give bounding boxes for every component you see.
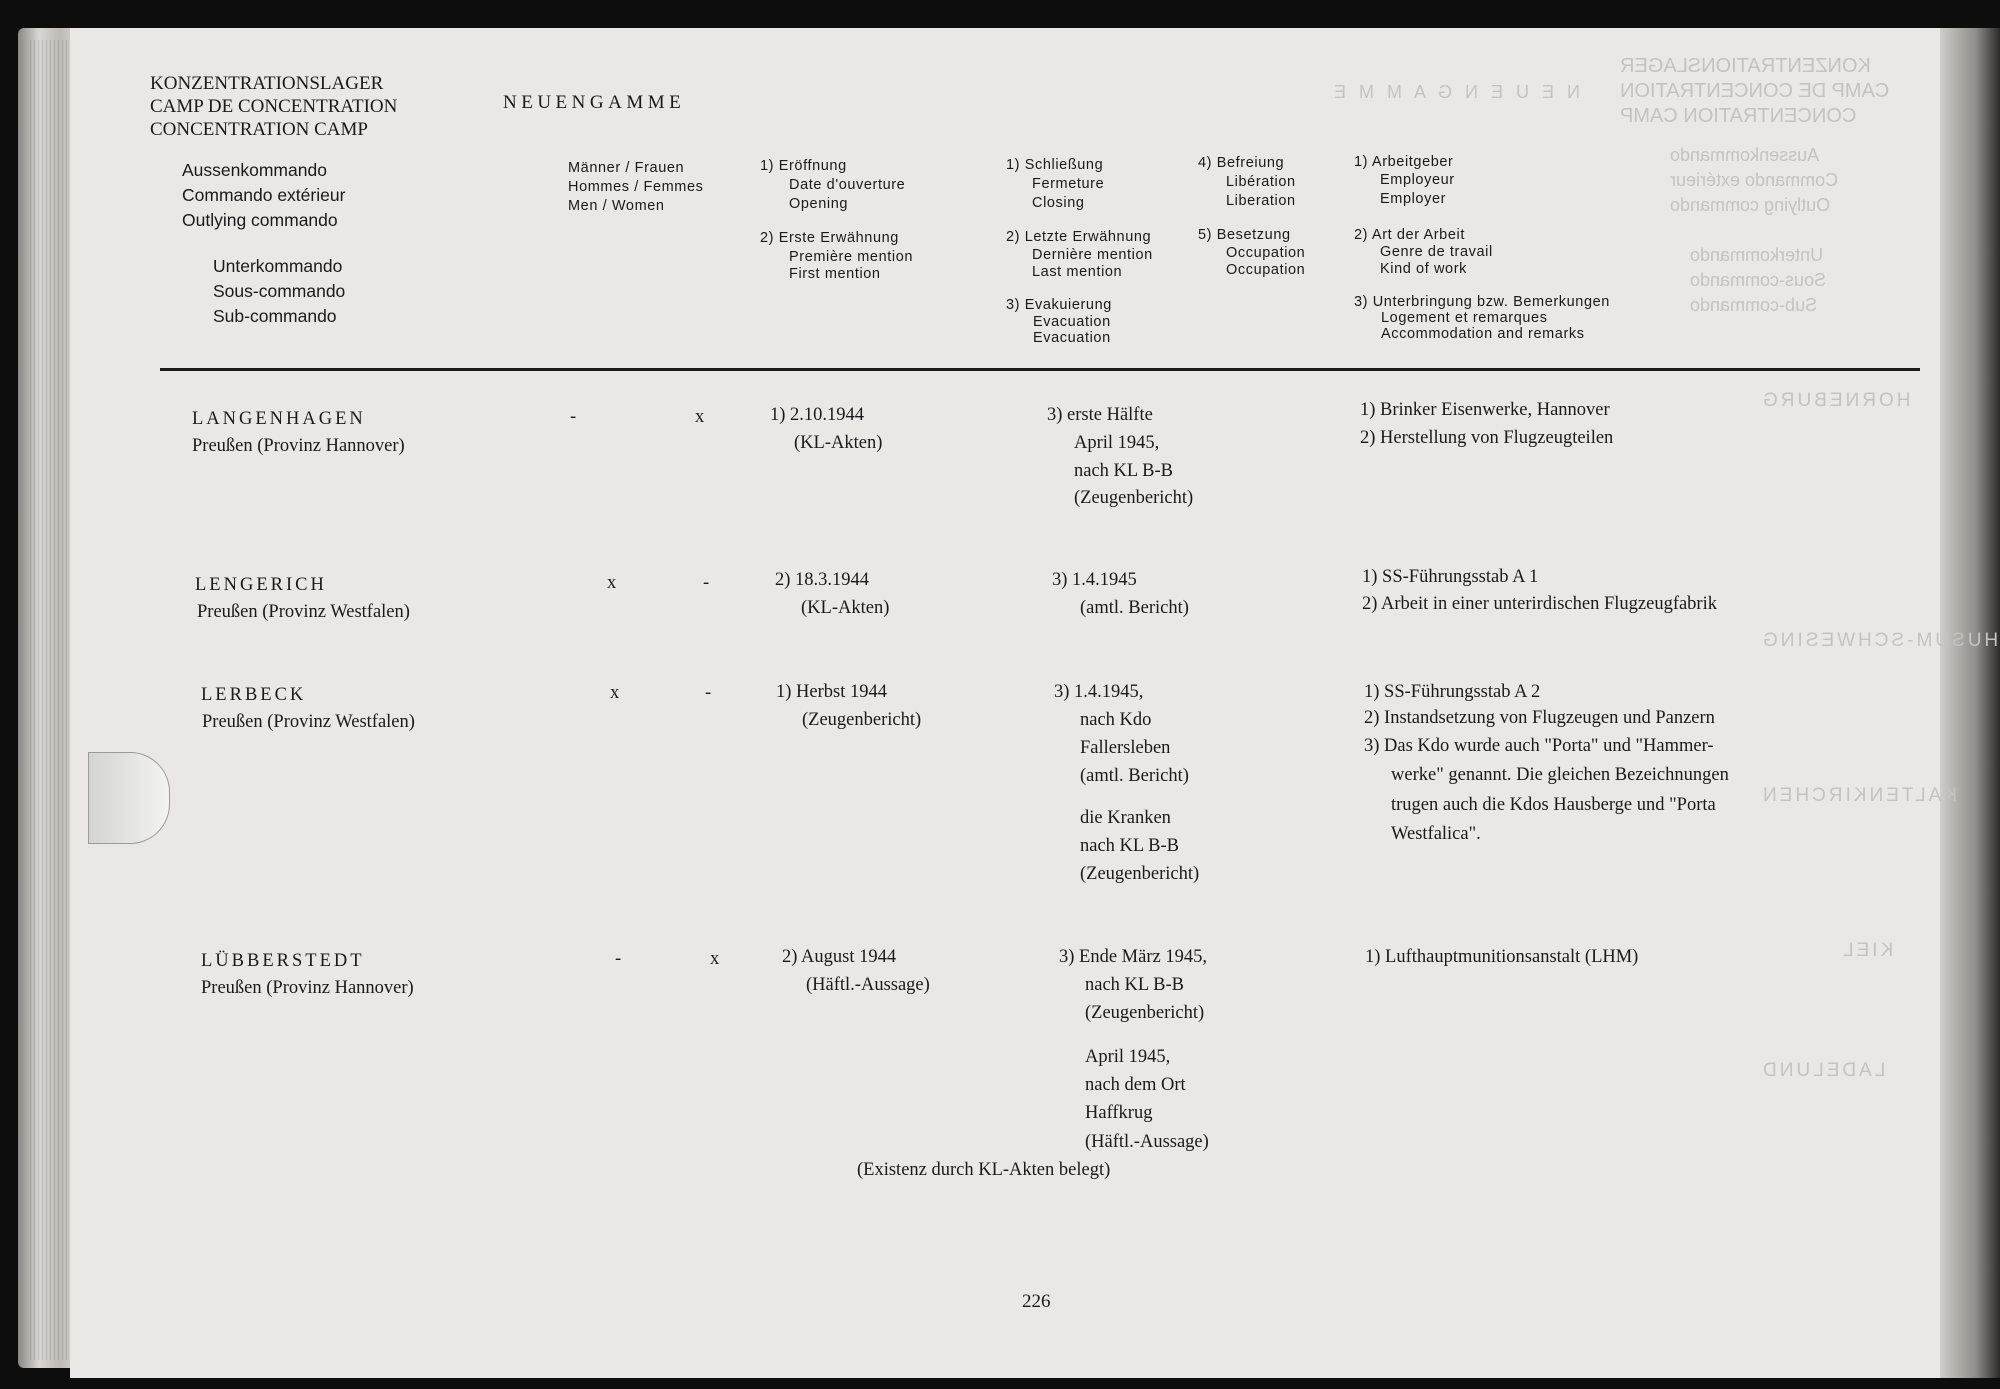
col-liberation-1: 4) Befreiung bbox=[1198, 155, 1285, 171]
col-employer-2: Employeur bbox=[1380, 172, 1455, 188]
entry-employer-line: 2) Herstellung von Flugzeugteilen bbox=[1360, 428, 1614, 448]
entry-employer-line: 1) SS-Führungsstab A 1 bbox=[1362, 567, 1539, 587]
col-last-mention-1: 2) Letzte Erwähnung bbox=[1006, 229, 1152, 245]
entry-opening-line: 1) 2.10.1944 bbox=[770, 405, 865, 425]
entry-name: LENGERICH bbox=[195, 575, 327, 595]
entry-opening-line: 1) Herbst 1944 bbox=[776, 682, 887, 702]
col-closing-1: 1) Schließung bbox=[1006, 157, 1104, 173]
col-work-3: Kind of work bbox=[1380, 261, 1467, 277]
entry-region: Preußen (Provinz Hannover) bbox=[201, 978, 414, 998]
entry-closing-line: (Häftl.-Aussage) bbox=[1085, 1132, 1209, 1152]
col-opening-1: 1) Eröffnung bbox=[760, 158, 847, 174]
col-liberation-3: Liberation bbox=[1226, 193, 1296, 209]
entry-closing-line: (Zeugenbericht) bbox=[1074, 488, 1194, 508]
bleed-through-text: KALTENKIRCHEN bbox=[1760, 785, 1958, 806]
entry-closing-line: 3) Ende März 1945, bbox=[1059, 947, 1207, 967]
entry-women: x bbox=[695, 407, 705, 427]
entry-employer-line: 1) Brinker Eisenwerke, Hannover bbox=[1360, 400, 1610, 420]
sub-label-en: Sub-commando bbox=[213, 306, 337, 326]
bleed-through-text: N E U E N G A M M E bbox=[1330, 82, 1581, 102]
gender-col-en: Men / Women bbox=[568, 198, 665, 214]
entry-closing-line: nach dem Ort bbox=[1085, 1075, 1186, 1095]
camp-name: NEUENGAMME bbox=[503, 92, 686, 113]
entry-opening-line: (KL-Akten) bbox=[794, 433, 883, 453]
col-opening-2: Date d'ouverture bbox=[789, 177, 906, 193]
camp-label-en: CONCENTRATION CAMP bbox=[150, 119, 368, 140]
sub-label-fr: Sous-commando bbox=[213, 281, 346, 301]
entry-opening-line: 2) 18.3.1944 bbox=[775, 570, 870, 590]
camp-label-fr: CAMP DE CONCENTRATION bbox=[150, 96, 398, 117]
entry-employer-line: 1) Lufthauptmunitionsanstalt (LHM) bbox=[1365, 947, 1639, 967]
col-work-1: 2) Art der Arbeit bbox=[1354, 227, 1465, 243]
entry-women: - bbox=[705, 683, 712, 703]
col-remarks-3: Accommodation and remarks bbox=[1381, 326, 1585, 342]
col-remarks-1: 3) Unterbringung bzw. Bemerkungen bbox=[1354, 294, 1610, 310]
bleed-through-text: Outlying commando bbox=[1670, 195, 1831, 215]
page-tab bbox=[88, 752, 170, 844]
col-last-mention-3: Last mention bbox=[1032, 264, 1123, 280]
entry-opening-line: (Zeugenbericht) bbox=[802, 710, 922, 730]
entry-employer-line: 2) Arbeit in einer unterirdischen Flugzeugfabrik bbox=[1362, 594, 1717, 614]
entry-closing-line: Fallersleben bbox=[1080, 738, 1171, 758]
entry-region: Preußen (Provinz Westfalen) bbox=[197, 602, 410, 622]
col-evacuation-2: Evacuation bbox=[1033, 314, 1111, 330]
entry-employer-line: werke" genannt. Die gleichen Bezeichnungen bbox=[1391, 765, 1729, 785]
entry-region: Preußen (Provinz Westfalen) bbox=[202, 712, 415, 732]
outlying-label-en: Outlying commando bbox=[182, 210, 338, 230]
gender-col-fr: Hommes / Femmes bbox=[568, 179, 704, 195]
col-opening-3: Opening bbox=[789, 196, 849, 212]
entry-closing-line: 3) erste Hälfte bbox=[1047, 405, 1153, 425]
col-first-mention-1: 2) Erste Erwähnung bbox=[760, 230, 899, 246]
entry-men: - bbox=[615, 949, 622, 969]
entry-name: LANGENHAGEN bbox=[192, 409, 366, 429]
col-evacuation-1: 3) Evakuierung bbox=[1006, 297, 1112, 313]
entry-employer-line: trugen auch die Kdos Hausberge und "Porta bbox=[1391, 795, 1716, 815]
entry-men: - bbox=[570, 407, 577, 427]
entry-opening-line: (Häftl.-Aussage) bbox=[806, 975, 930, 995]
entry-closing-line: (amtl. Bericht) bbox=[1080, 766, 1189, 786]
entry-closing-line: April 1945, bbox=[1085, 1047, 1171, 1067]
col-employer-3: Employer bbox=[1380, 191, 1447, 207]
bleed-through-text: Sous-commando bbox=[1690, 270, 1827, 290]
col-occupation-3: Occupation bbox=[1226, 262, 1306, 278]
col-employer-1: 1) Arbeitgeber bbox=[1354, 154, 1454, 170]
entry-closing-line: (Zeugenbericht) bbox=[1085, 1003, 1205, 1023]
right-page-edge bbox=[1940, 28, 2000, 1378]
bleed-through-text: CONCENTRATION CAMP bbox=[1620, 105, 1857, 127]
col-occupation-2: Occupation bbox=[1226, 245, 1306, 261]
bleed-through-text: CAMP DE CONCENTRATION bbox=[1620, 80, 1890, 102]
entry-region: Preußen (Provinz Hannover) bbox=[192, 436, 405, 456]
outlying-label-fr: Commando extérieur bbox=[182, 185, 346, 205]
entry-footnote: (Existenz durch KL-Akten belegt) bbox=[857, 1160, 1111, 1180]
col-closing-3: Closing bbox=[1032, 195, 1085, 211]
entry-employer-line: 1) SS-Führungsstab A 2 bbox=[1364, 682, 1541, 702]
col-first-mention-3: First mention bbox=[789, 266, 881, 282]
entry-closing-line: nach KL B-B bbox=[1080, 836, 1179, 856]
entry-closing-line: April 1945, bbox=[1074, 433, 1160, 453]
bleed-through-text: KIEL bbox=[1840, 940, 1894, 961]
col-evacuation-3: Evacuation bbox=[1033, 330, 1111, 346]
col-first-mention-2: Première mention bbox=[789, 249, 914, 265]
entry-women: - bbox=[703, 573, 710, 593]
entry-closing-line: nach Kdo bbox=[1080, 710, 1152, 730]
entry-employer-line: 3) Das Kdo wurde auch "Porta" und "Hammer- bbox=[1364, 736, 1714, 756]
bleed-through-text: KONZENTRATIONSLAGER bbox=[1620, 55, 1871, 77]
entry-closing-line: 3) 1.4.1945 bbox=[1052, 570, 1137, 590]
entry-opening-line: 2) August 1944 bbox=[782, 947, 897, 967]
bleed-through-text: Aussenkommando bbox=[1670, 145, 1820, 165]
entry-men: x bbox=[610, 683, 620, 703]
entry-employer-line: 2) Instandsetzung von Flugzeugen und Panzern bbox=[1364, 708, 1715, 728]
bleed-through-text: HUSUM-SCHWESING bbox=[1760, 630, 1999, 651]
header-divider bbox=[160, 368, 1920, 371]
bleed-through-text: LADELUND bbox=[1760, 1060, 1886, 1081]
entry-men: x bbox=[607, 573, 617, 593]
bleed-through-text: Sub-commando bbox=[1690, 295, 1818, 315]
entry-women: x bbox=[710, 949, 720, 969]
entry-closing-line: 3) 1.4.1945, bbox=[1054, 682, 1144, 702]
col-liberation-2: Libération bbox=[1226, 174, 1296, 190]
entry-closing-line: die Kranken bbox=[1080, 808, 1171, 828]
entry-closing-line: nach KL B-B bbox=[1074, 461, 1173, 481]
gender-col-de: Männer / Frauen bbox=[568, 160, 685, 176]
bleed-through-text: HORNEBURG bbox=[1760, 390, 1911, 411]
col-occupation-1: 5) Besetzung bbox=[1198, 227, 1291, 243]
bleed-through-text: Commando extérieur bbox=[1670, 170, 1839, 190]
entry-name: LÜBBERSTEDT bbox=[201, 951, 365, 971]
col-remarks-2: Logement et remarques bbox=[1381, 310, 1548, 326]
entry-employer-line: Westfalica". bbox=[1391, 824, 1481, 844]
entry-opening-line: (KL-Akten) bbox=[801, 598, 890, 618]
entry-name: LERBECK bbox=[201, 685, 307, 705]
entry-closing-line: nach KL B-B bbox=[1085, 975, 1184, 995]
sub-label-de: Unterkommando bbox=[213, 256, 343, 276]
entry-closing-line: Haffkrug bbox=[1085, 1103, 1153, 1123]
col-closing-2: Fermeture bbox=[1032, 176, 1105, 192]
entry-closing-line: (Zeugenbericht) bbox=[1080, 864, 1200, 884]
page-number: 226 bbox=[1022, 1291, 1051, 1312]
bleed-through-text: Unterkommando bbox=[1690, 245, 1824, 265]
col-work-2: Genre de travail bbox=[1380, 244, 1493, 260]
col-last-mention-2: Dernière mention bbox=[1032, 247, 1153, 263]
outlying-label-de: Aussenkommando bbox=[182, 160, 327, 180]
camp-label-de: KONZENTRATIONSLAGER bbox=[150, 73, 384, 94]
entry-closing-line: (amtl. Bericht) bbox=[1080, 598, 1189, 618]
